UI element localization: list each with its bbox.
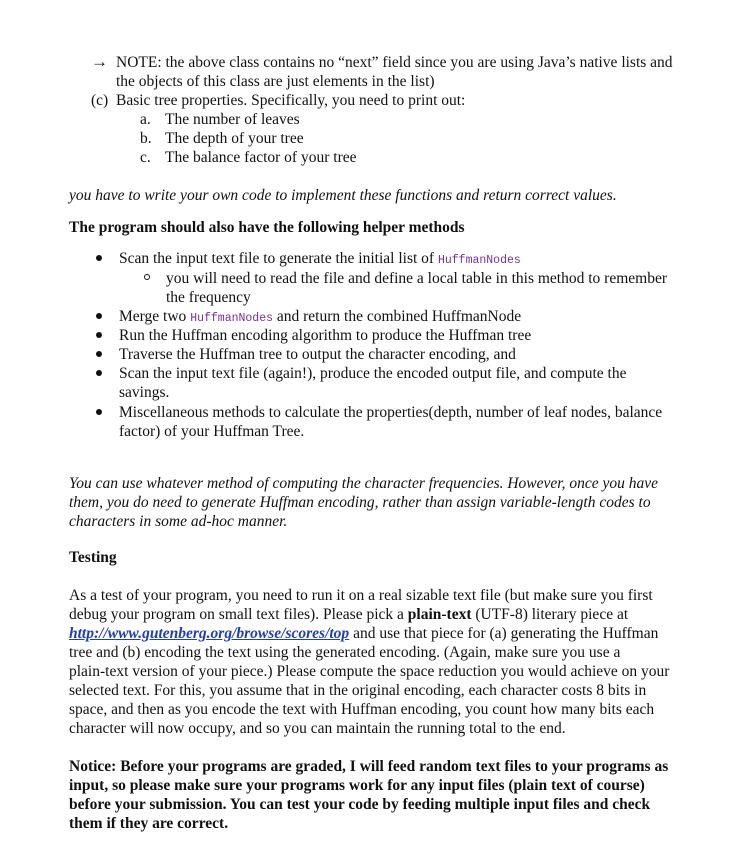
testing-line-4: tree and (b) encoding the text using the generated encoding. (Again, make sure you use a	[69, 644, 621, 661]
bullet-dot	[96, 370, 102, 376]
gutenberg-link[interactable]: http://www.gutenberg.org/browse/scores/top	[69, 625, 350, 642]
testing-line-3	[69, 624, 658, 643]
note-arrow: →	[91, 52, 108, 71]
testing-line-1: As a test of your program, you need to run it on a real sizable text file (but make sure you first	[69, 587, 653, 604]
tree-props-item-a: The number of leaves	[165, 111, 300, 128]
testing-line-5: plain-text version of your piece.) Please compute the space reduction you would achieve on your	[69, 663, 670, 680]
tree-props-marker-c: c.	[140, 149, 151, 166]
helper-merge-code: HuffmanNodes	[190, 312, 274, 325]
testing-line-6: selected text. For this, you assume that in the original encoding, each character costs 8 bits in	[69, 682, 647, 699]
freq-note-line-1: You can use whatever method of computing the character frequencies. However, once you have	[69, 475, 658, 492]
note-line-1: NOTE: the above class contains no “next” field since you are using Java’s native lists and	[116, 54, 673, 71]
bullet-dot	[96, 255, 102, 261]
tree-props-item-b: The depth of your tree	[165, 130, 304, 147]
note-line-2: the objects of this class are just elements in the list)	[116, 73, 435, 90]
helper-merge-prefix: Merge two	[119, 308, 187, 325]
notice-line-2: input, so please make sure your programs work for any input files (plain text of course)	[69, 777, 645, 794]
bullet-dot	[96, 313, 102, 319]
tree-props-title: Basic tree properties. Specifically, you need to print out:	[116, 92, 466, 109]
bullet-dot	[96, 332, 102, 338]
tree-props-marker: (c)	[91, 92, 109, 109]
testing-line-2-c: (UTF-8) literary piece at	[471, 606, 629, 623]
bullet-dot	[96, 409, 102, 415]
helper-heading: The program should also have the following helper methods	[69, 219, 465, 236]
notice-line-3: before your submission. You can test your code by feeding multiple input files and check	[69, 796, 651, 813]
testing-line-3-text: and use that piece for (a) generating the Huffman	[349, 625, 659, 642]
bullet-dot	[96, 351, 102, 357]
testing-line-2	[69, 605, 628, 624]
tree-props-marker-b: b.	[140, 130, 152, 147]
helper-traverse: Traverse the Huffman tree to output the character encoding, and	[119, 346, 516, 363]
helper-misc-line-1: Miscellaneous methods to calculate the properties(depth, number of leaf nodes, balance	[119, 404, 663, 421]
helper-run: Run the Huffman encoding algorithm to produce the Huffman tree	[119, 327, 532, 344]
tree-props-marker-a: a.	[140, 111, 151, 128]
helper-scan2-line-2: savings.	[119, 384, 170, 401]
testing-heading: Testing	[69, 549, 117, 566]
helper-scan2-line-1: Scan the input text file (again!), produce the encoded output file, and compute the	[119, 365, 627, 382]
helper-merge-suffix: and return the combined HuffmanNode	[276, 308, 522, 325]
freq-note-line-2: them, you do need to generate Huffman encoding, rather than assign variable-length codes to	[69, 494, 651, 511]
tree-props-item-c: The balance factor of your tree	[165, 149, 357, 166]
plain-text-emphasis: plain-text	[407, 606, 472, 623]
sub-bullet-circle	[144, 274, 150, 280]
helper-merge	[119, 307, 521, 328]
helper-scan	[119, 249, 521, 270]
helper-sub-line-2: the frequency	[166, 289, 251, 306]
helper-sub-line-1: you will need to read the file and define a local table in this method to remember	[166, 270, 667, 287]
helper-misc-line-2: factor) of your Huffman Tree.	[119, 423, 305, 440]
testing-line-8: character will now occupy, and so you can maintain the running total to the end.	[69, 720, 566, 737]
notice-line-1: Notice: Before your programs are graded, I will feed random text files to your programs as	[69, 758, 669, 775]
own-code-note: you have to write your own code to implement these functions and return correct values.	[69, 187, 617, 204]
helper-scan-text: Scan the input text file to generate the initial list of	[119, 250, 435, 267]
notice-line-4: them if they are correct.	[69, 815, 229, 832]
testing-line-7: space, and then as you encode the text with Huffman encoding, you count how many bits each	[69, 701, 655, 718]
helper-scan-code: HuffmanNodes	[437, 254, 521, 267]
testing-line-2-a: debug your program on small text files). Please pick a	[69, 606, 408, 623]
freq-note-line-3: characters in some ad-hoc manner.	[69, 513, 288, 530]
